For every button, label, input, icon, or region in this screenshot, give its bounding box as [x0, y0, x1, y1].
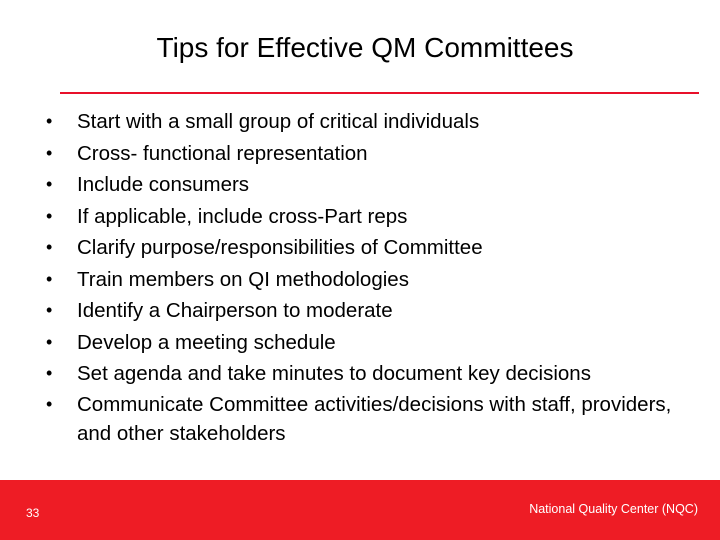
bullet-item [46, 201, 706, 233]
bullet-text: Set agenda and take minutes to document key decisions [77, 362, 591, 385]
bullet-icon: • [46, 268, 53, 289]
bullet-item [46, 327, 706, 359]
slide-title: Tips for Effective QM Committees [156, 32, 574, 63]
bullet-icon: • [46, 393, 53, 414]
footer-bar [0, 480, 720, 540]
bullet-item [46, 106, 706, 138]
bullet-item [46, 232, 706, 264]
bullet-text: Clarify purpose/responsibilities of Committee [77, 236, 483, 259]
bullet-icon: • [46, 111, 53, 131]
bullet-text: Identify a Chairperson to moderate [77, 299, 393, 322]
bullet-list [46, 106, 706, 448]
bullet-text: Train members on QI methodologies [77, 267, 409, 291]
bullet-icon: • [46, 331, 53, 352]
bullet-icon: • [46, 237, 53, 257]
bullet-text: Start with a small group of critical individuals [77, 110, 480, 133]
bullet-item [46, 358, 706, 390]
bullet-item [46, 138, 706, 170]
bullet-item [46, 295, 706, 327]
bullet-icon: • [46, 300, 53, 320]
slide-number: 33 [26, 506, 40, 520]
bullet-text: Include consumers [77, 173, 250, 196]
bullet-text: Cross- functional representation [77, 141, 368, 165]
title-divider [60, 92, 699, 94]
bullet-icon: • [46, 205, 53, 226]
bullet-item [46, 390, 706, 448]
bullet-item [46, 264, 706, 296]
bullet-text: Communicate Committee activities/decisions with staff, providers, and other stakeholders [77, 392, 672, 445]
bullet-icon: • [46, 174, 53, 194]
bullet-icon: • [46, 363, 53, 383]
bullet-item [46, 169, 706, 201]
bullet-text: Develop a meeting schedule [77, 330, 336, 354]
bullet-icon: • [46, 142, 53, 163]
bullet-text: If applicable, include cross-Part reps [77, 204, 408, 228]
footer-organization: National Quality Center (NQC) [529, 502, 698, 516]
